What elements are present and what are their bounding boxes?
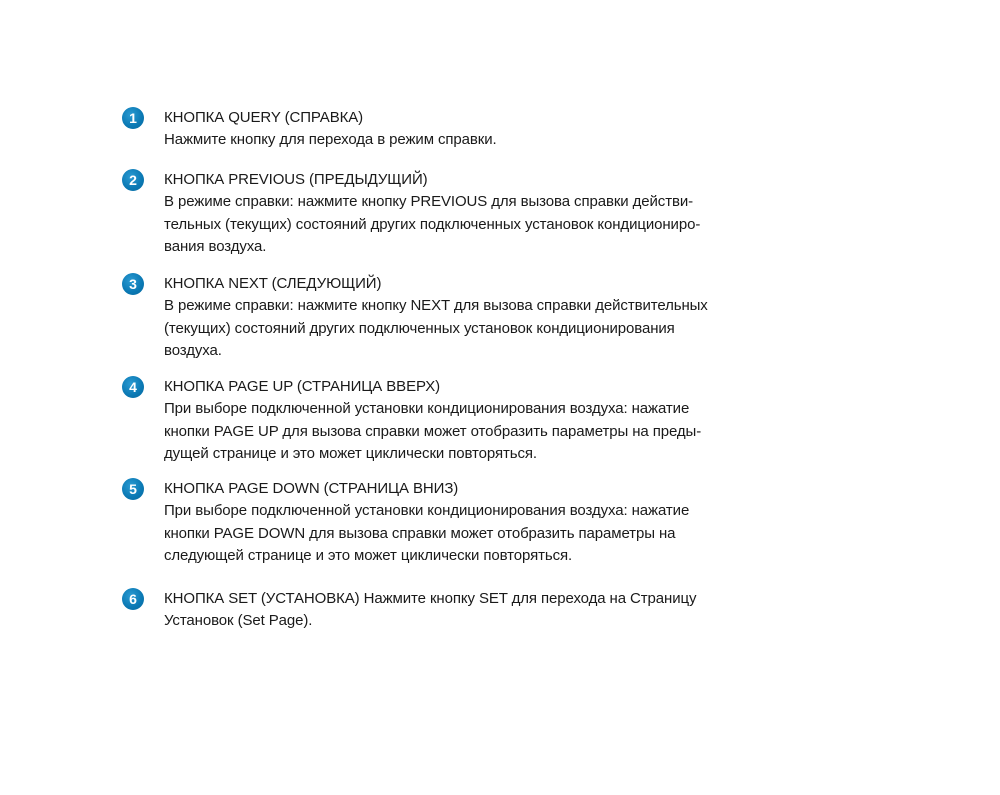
description-line: Нажмите кнопку для перехода в режим справки. bbox=[164, 131, 497, 148]
description-line: В режиме справки: нажмите кнопку PREVIOUS для вызова справки действи- bbox=[164, 193, 694, 210]
description-line: Установок (Set Page). bbox=[164, 612, 313, 629]
item-title: КНОПКА SET (УСТАНОВКА) Нажмите кнопку SET для перехода на Страницу bbox=[164, 590, 697, 607]
description-line: вания воздуха. bbox=[164, 238, 267, 255]
number-badge-icon: 3 bbox=[122, 273, 144, 295]
number-badge-icon: 4 bbox=[122, 376, 144, 398]
description-line: В режиме справки: нажмите кнопку NEXT для вызова справки действительных bbox=[164, 297, 708, 314]
description-line: следующей странице и это может циклически повторяться. bbox=[164, 547, 573, 564]
item-title: КНОПКА PAGE UP (СТРАНИЦА ВВЕРХ) bbox=[164, 378, 441, 395]
item-description bbox=[164, 295, 802, 363]
description-line: (текущих) состояний других подключенных установок кондиционирования bbox=[164, 319, 675, 337]
description-line: кнопки PAGE UP для вызова справки может отобразить параметры на преды- bbox=[164, 422, 702, 440]
number-badge-icon: 2 bbox=[122, 169, 144, 191]
item-next-button bbox=[122, 272, 802, 375]
item-page-up-button bbox=[122, 375, 802, 477]
description-line: При выборе подключенной установки кондиционирования воздуха: нажатие bbox=[164, 400, 690, 417]
description-line: кнопки PAGE DOWN для вызова справки может отобразить параметры на bbox=[164, 524, 676, 542]
item-page-down-button bbox=[122, 477, 802, 587]
item-query-button bbox=[122, 106, 802, 168]
item-description bbox=[164, 191, 802, 259]
number-badge-icon: 5 bbox=[122, 478, 144, 500]
number-badge-icon: 6 bbox=[122, 588, 144, 610]
item-title: КНОПКА QUERY (СПРАВКА) bbox=[164, 109, 364, 126]
item-title: КНОПКА PREVIOUS (ПРЕДЫДУЩИЙ) bbox=[164, 171, 428, 188]
description-line: При выборе подключенной установки кондиционирования воздуха: нажатие bbox=[164, 502, 690, 519]
item-set-button bbox=[122, 587, 802, 637]
item-previous-button bbox=[122, 168, 802, 272]
item-description bbox=[164, 398, 802, 466]
item-description bbox=[164, 129, 802, 152]
item-title: КНОПКА NEXT (СЛЕДУЮЩИЙ) bbox=[164, 275, 382, 292]
item-description bbox=[164, 610, 802, 633]
description-line: тельных (текущих) состояний других подключенных установок кондициониро- bbox=[164, 215, 701, 233]
item-title: КНОПКА PAGE DOWN (СТРАНИЦА ВНИЗ) bbox=[164, 480, 459, 497]
item-description bbox=[164, 500, 802, 568]
description-line: дущей странице и это может циклически повторяться. bbox=[164, 445, 537, 462]
button-descriptions-list bbox=[122, 106, 802, 637]
description-line: воздуха. bbox=[164, 342, 222, 359]
number-badge-icon: 1 bbox=[122, 107, 144, 129]
